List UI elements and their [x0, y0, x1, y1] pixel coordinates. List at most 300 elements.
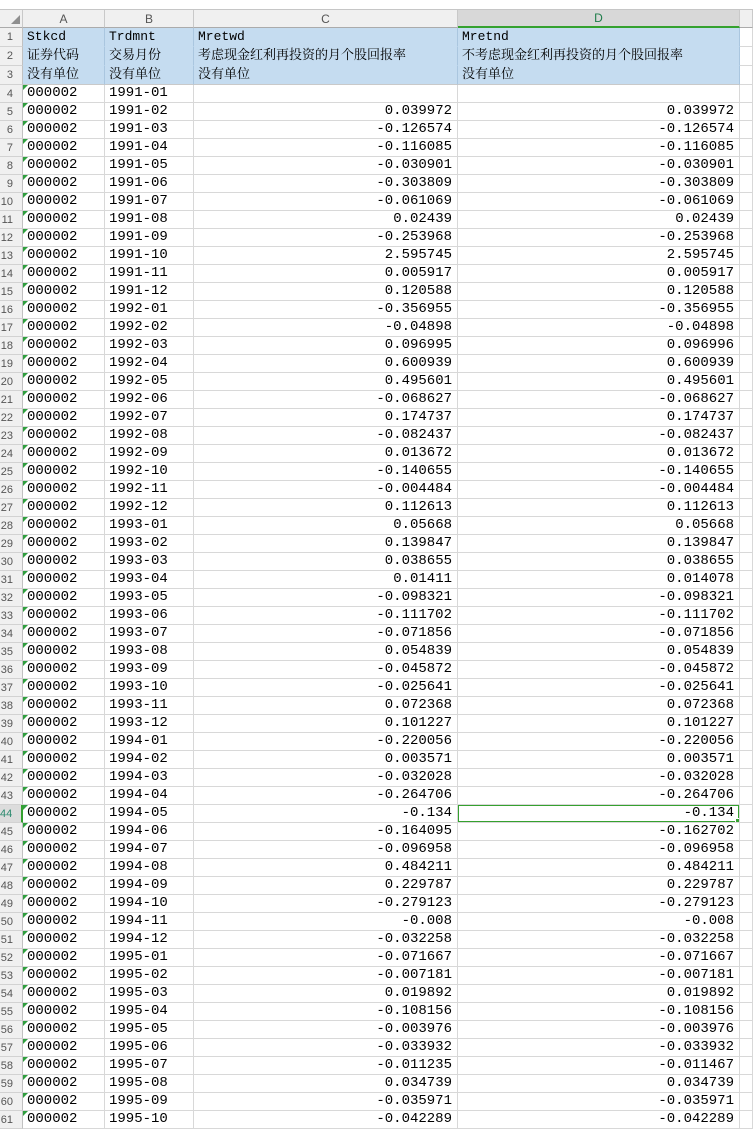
cell-B39[interactable]: 1993-12 — [105, 715, 194, 733]
row-header-14[interactable]: 14 — [0, 265, 23, 283]
cell-D9[interactable]: -0.303809 — [458, 175, 740, 193]
cell-D19[interactable]: 0.600939 — [458, 355, 740, 373]
cell-C4[interactable] — [194, 85, 458, 103]
cell-A61[interactable]: 000002 — [23, 1111, 105, 1129]
cell-C43[interactable]: -0.264706 — [194, 787, 458, 805]
cell-partial[interactable] — [740, 715, 753, 733]
cell-C48[interactable]: 0.229787 — [194, 877, 458, 895]
cell-D7[interactable]: -0.116085 — [458, 139, 740, 157]
cell-partial[interactable] — [740, 355, 753, 373]
cell-B8[interactable]: 1991-05 — [105, 157, 194, 175]
cell-C11[interactable]: 0.02439 — [194, 211, 458, 229]
cell-C26[interactable]: -0.004484 — [194, 481, 458, 499]
cell-B34[interactable]: 1993-07 — [105, 625, 194, 643]
column-header-partial[interactable] — [740, 10, 753, 28]
cell-D37[interactable]: -0.025641 — [458, 679, 740, 697]
cell-D56[interactable]: -0.003976 — [458, 1021, 740, 1039]
cell-C18[interactable]: 0.096995 — [194, 337, 458, 355]
cell-A14[interactable]: 000002 — [23, 265, 105, 283]
cell-B17[interactable]: 1992-02 — [105, 319, 194, 337]
cell-D58[interactable]: -0.011467 — [458, 1057, 740, 1075]
cell-B61[interactable]: 1995-10 — [105, 1111, 194, 1129]
cell-A39[interactable]: 000002 — [23, 715, 105, 733]
header-cell-D2[interactable]: 不考虑现金红利再投资的月个股回报率 — [458, 47, 740, 66]
cell-A52[interactable]: 000002 — [23, 949, 105, 967]
cell-C35[interactable]: 0.054839 — [194, 643, 458, 661]
cell-A25[interactable]: 000002 — [23, 463, 105, 481]
cell-C31[interactable]: 0.01411 — [194, 571, 458, 589]
cell-partial[interactable] — [740, 319, 753, 337]
cell-C61[interactable]: -0.042289 — [194, 1111, 458, 1129]
cell-C25[interactable]: -0.140655 — [194, 463, 458, 481]
cell-D49[interactable]: -0.279123 — [458, 895, 740, 913]
cell-partial[interactable] — [740, 607, 753, 625]
cell-partial[interactable] — [740, 643, 753, 661]
row-header-11[interactable]: 11 — [0, 211, 23, 229]
cell-A46[interactable]: 000002 — [23, 841, 105, 859]
cell-D18[interactable]: 0.096996 — [458, 337, 740, 355]
cell-A48[interactable]: 000002 — [23, 877, 105, 895]
row-header-48[interactable]: 48 — [0, 877, 23, 895]
cell-B56[interactable]: 1995-05 — [105, 1021, 194, 1039]
cell-C44[interactable]: -0.134 — [194, 805, 458, 823]
row-header-10[interactable]: 10 — [0, 193, 23, 211]
cell-B22[interactable]: 1992-07 — [105, 409, 194, 427]
cell-D41[interactable]: 0.003571 — [458, 751, 740, 769]
cell-A51[interactable]: 000002 — [23, 931, 105, 949]
cell-A55[interactable]: 000002 — [23, 1003, 105, 1021]
cell-C6[interactable]: -0.126574 — [194, 121, 458, 139]
cell-partial[interactable] — [740, 1057, 753, 1075]
cell-partial[interactable] — [740, 121, 753, 139]
row-header-25[interactable]: 25 — [0, 463, 23, 481]
cell-partial[interactable] — [740, 769, 753, 787]
cell-B27[interactable]: 1992-12 — [105, 499, 194, 517]
cell-B38[interactable]: 1993-11 — [105, 697, 194, 715]
cell-C58[interactable]: -0.011235 — [194, 1057, 458, 1075]
row-header-2[interactable]: 2 — [0, 47, 23, 66]
cell-D53[interactable]: -0.007181 — [458, 967, 740, 985]
cell-D51[interactable]: -0.032258 — [458, 931, 740, 949]
cell-A10[interactable]: 000002 — [23, 193, 105, 211]
cell-B57[interactable]: 1995-06 — [105, 1039, 194, 1057]
cell-B23[interactable]: 1992-08 — [105, 427, 194, 445]
cell-D33[interactable]: -0.111702 — [458, 607, 740, 625]
cell-D55[interactable]: -0.108156 — [458, 1003, 740, 1021]
cell-A7[interactable]: 000002 — [23, 139, 105, 157]
cell-C15[interactable]: 0.120588 — [194, 283, 458, 301]
row-header-16[interactable]: 16 — [0, 301, 23, 319]
cell-C50[interactable]: -0.008 — [194, 913, 458, 931]
cell-C14[interactable]: 0.005917 — [194, 265, 458, 283]
cell-A5[interactable]: 000002 — [23, 103, 105, 121]
cell-D57[interactable]: -0.033932 — [458, 1039, 740, 1057]
row-header-9[interactable]: 9 — [0, 175, 23, 193]
cell-D12[interactable]: -0.253968 — [458, 229, 740, 247]
cell-D13[interactable]: 2.595745 — [458, 247, 740, 265]
cell-C34[interactable]: -0.071856 — [194, 625, 458, 643]
cell-A35[interactable]: 000002 — [23, 643, 105, 661]
row-header-19[interactable]: 19 — [0, 355, 23, 373]
cell-C7[interactable]: -0.116085 — [194, 139, 458, 157]
cell-B20[interactable]: 1992-05 — [105, 373, 194, 391]
cell-C33[interactable]: -0.111702 — [194, 607, 458, 625]
cell-A29[interactable]: 000002 — [23, 535, 105, 553]
cell-B49[interactable]: 1994-10 — [105, 895, 194, 913]
cell-partial[interactable] — [740, 301, 753, 319]
cell-D4[interactable] — [458, 85, 740, 103]
cell-B50[interactable]: 1994-11 — [105, 913, 194, 931]
header-cell-B1[interactable]: Trdmnt — [105, 28, 194, 47]
cell-A11[interactable]: 000002 — [23, 211, 105, 229]
cell-A12[interactable]: 000002 — [23, 229, 105, 247]
header-cell-B3[interactable]: 没有单位 — [105, 66, 194, 85]
cell-C54[interactable]: 0.019892 — [194, 985, 458, 1003]
cell-partial[interactable] — [740, 85, 753, 103]
header-cell-A1[interactable]: Stkcd — [23, 28, 105, 47]
row-header-26[interactable]: 26 — [0, 481, 23, 499]
cell-C51[interactable]: -0.032258 — [194, 931, 458, 949]
cell-D59[interactable]: 0.034739 — [458, 1075, 740, 1093]
cell-A50[interactable]: 000002 — [23, 913, 105, 931]
cell-partial[interactable] — [740, 1039, 753, 1057]
cell-C42[interactable]: -0.032028 — [194, 769, 458, 787]
row-header-22[interactable]: 22 — [0, 409, 23, 427]
cell-C5[interactable]: 0.039972 — [194, 103, 458, 121]
row-header-61[interactable]: 61 — [0, 1111, 23, 1129]
cell-B35[interactable]: 1993-08 — [105, 643, 194, 661]
cell-partial[interactable] — [740, 877, 753, 895]
cell-B31[interactable]: 1993-04 — [105, 571, 194, 589]
cell-B4[interactable]: 1991-01 — [105, 85, 194, 103]
cell-B41[interactable]: 1994-02 — [105, 751, 194, 769]
row-header-36[interactable]: 36 — [0, 661, 23, 679]
cell-partial[interactable] — [740, 625, 753, 643]
cell-D26[interactable]: -0.004484 — [458, 481, 740, 499]
header-cell-D1[interactable]: Mretnd — [458, 28, 740, 47]
cell-B9[interactable]: 1991-06 — [105, 175, 194, 193]
row-header-55[interactable]: 55 — [0, 1003, 23, 1021]
cell-A18[interactable]: 000002 — [23, 337, 105, 355]
cell-C10[interactable]: -0.061069 — [194, 193, 458, 211]
cell-partial[interactable] — [740, 895, 753, 913]
cell-D52[interactable]: -0.071667 — [458, 949, 740, 967]
cell-C41[interactable]: 0.003571 — [194, 751, 458, 769]
cell-C40[interactable]: -0.220056 — [194, 733, 458, 751]
cell-B13[interactable]: 1991-10 — [105, 247, 194, 265]
cell-A23[interactable]: 000002 — [23, 427, 105, 445]
row-header-34[interactable]: 34 — [0, 625, 23, 643]
cell-D29[interactable]: 0.139847 — [458, 535, 740, 553]
cell-D31[interactable]: 0.014078 — [458, 571, 740, 589]
cell-D21[interactable]: -0.068627 — [458, 391, 740, 409]
cell-C13[interactable]: 2.595745 — [194, 247, 458, 265]
row-header-42[interactable]: 42 — [0, 769, 23, 787]
cell-B33[interactable]: 1993-06 — [105, 607, 194, 625]
row-header-1[interactable]: 1 — [0, 28, 23, 47]
cell-partial[interactable] — [740, 949, 753, 967]
cell-A57[interactable]: 000002 — [23, 1039, 105, 1057]
cell-A40[interactable]: 000002 — [23, 733, 105, 751]
row-header-21[interactable]: 21 — [0, 391, 23, 409]
cell-D6[interactable]: -0.126574 — [458, 121, 740, 139]
cell-C45[interactable]: -0.164095 — [194, 823, 458, 841]
cell-A28[interactable]: 000002 — [23, 517, 105, 535]
cell-B7[interactable]: 1991-04 — [105, 139, 194, 157]
cell-B37[interactable]: 1993-10 — [105, 679, 194, 697]
cell-D23[interactable]: -0.082437 — [458, 427, 740, 445]
cell-C29[interactable]: 0.139847 — [194, 535, 458, 553]
cell-partial[interactable] — [740, 463, 753, 481]
row-header-15[interactable]: 15 — [0, 283, 23, 301]
cell-partial[interactable] — [740, 751, 753, 769]
cell-B14[interactable]: 1991-11 — [105, 265, 194, 283]
cell-D5[interactable]: 0.039972 — [458, 103, 740, 121]
cell-partial[interactable] — [740, 1003, 753, 1021]
column-header-A[interactable]: A — [23, 10, 105, 28]
cell-B58[interactable]: 1995-07 — [105, 1057, 194, 1075]
cell-A34[interactable]: 000002 — [23, 625, 105, 643]
cell-C46[interactable]: -0.096958 — [194, 841, 458, 859]
row-header-23[interactable]: 23 — [0, 427, 23, 445]
cell-partial[interactable] — [740, 931, 753, 949]
cell-A9[interactable]: 000002 — [23, 175, 105, 193]
cell-A19[interactable]: 000002 — [23, 355, 105, 373]
cell-C59[interactable]: 0.034739 — [194, 1075, 458, 1093]
cell-C8[interactable]: -0.030901 — [194, 157, 458, 175]
cell-C27[interactable]: 0.112613 — [194, 499, 458, 517]
cell-B43[interactable]: 1994-04 — [105, 787, 194, 805]
row-header-6[interactable]: 6 — [0, 121, 23, 139]
cell-partial[interactable] — [740, 211, 753, 229]
row-header-50[interactable]: 50 — [0, 913, 23, 931]
cell-C53[interactable]: -0.007181 — [194, 967, 458, 985]
cell-partial[interactable] — [740, 1093, 753, 1111]
cell-A22[interactable]: 000002 — [23, 409, 105, 427]
cell-D32[interactable]: -0.098321 — [458, 589, 740, 607]
cell-partial[interactable] — [740, 391, 753, 409]
cell-partial[interactable] — [740, 499, 753, 517]
cell-A38[interactable]: 000002 — [23, 697, 105, 715]
cell-C12[interactable]: -0.253968 — [194, 229, 458, 247]
cell-C56[interactable]: -0.003976 — [194, 1021, 458, 1039]
row-header-35[interactable]: 35 — [0, 643, 23, 661]
cell-A24[interactable]: 000002 — [23, 445, 105, 463]
header-cell-C3[interactable]: 没有单位 — [194, 66, 458, 85]
cell-A4[interactable]: 000002 — [23, 85, 105, 103]
cell-partial[interactable] — [740, 247, 753, 265]
cell-B51[interactable]: 1994-12 — [105, 931, 194, 949]
cell-B47[interactable]: 1994-08 — [105, 859, 194, 877]
cell-D50[interactable]: -0.008 — [458, 913, 740, 931]
cell-C24[interactable]: 0.013672 — [194, 445, 458, 463]
cell-B55[interactable]: 1995-04 — [105, 1003, 194, 1021]
column-header-B[interactable]: B — [105, 10, 194, 28]
cell-C49[interactable]: -0.279123 — [194, 895, 458, 913]
cell-A6[interactable]: 000002 — [23, 121, 105, 139]
cell-B60[interactable]: 1995-09 — [105, 1093, 194, 1111]
row-header-7[interactable]: 7 — [0, 139, 23, 157]
cell-D16[interactable]: -0.356955 — [458, 301, 740, 319]
cell-partial[interactable] — [740, 28, 753, 47]
cell-D20[interactable]: 0.495601 — [458, 373, 740, 391]
cell-C38[interactable]: 0.072368 — [194, 697, 458, 715]
row-header-54[interactable]: 54 — [0, 985, 23, 1003]
cell-B18[interactable]: 1992-03 — [105, 337, 194, 355]
cell-C28[interactable]: 0.05668 — [194, 517, 458, 535]
select-all-corner[interactable] — [0, 10, 23, 28]
cell-D22[interactable]: 0.174737 — [458, 409, 740, 427]
cell-partial[interactable] — [740, 985, 753, 1003]
row-header-28[interactable]: 28 — [0, 517, 23, 535]
cell-D36[interactable]: -0.045872 — [458, 661, 740, 679]
row-header-58[interactable]: 58 — [0, 1057, 23, 1075]
cell-D38[interactable]: 0.072368 — [458, 697, 740, 715]
cell-D30[interactable]: 0.038655 — [458, 553, 740, 571]
cell-D28[interactable]: 0.05668 — [458, 517, 740, 535]
cell-D54[interactable]: 0.019892 — [458, 985, 740, 1003]
cell-partial[interactable] — [740, 823, 753, 841]
cell-partial[interactable] — [740, 409, 753, 427]
cell-D17[interactable]: -0.04898 — [458, 319, 740, 337]
cell-D15[interactable]: 0.120588 — [458, 283, 740, 301]
cell-partial[interactable] — [740, 517, 753, 535]
row-header-31[interactable]: 31 — [0, 571, 23, 589]
row-header-20[interactable]: 20 — [0, 373, 23, 391]
row-header-52[interactable]: 52 — [0, 949, 23, 967]
cell-A13[interactable]: 000002 — [23, 247, 105, 265]
row-header-45[interactable]: 45 — [0, 823, 23, 841]
cell-C39[interactable]: 0.101227 — [194, 715, 458, 733]
row-header-41[interactable]: 41 — [0, 751, 23, 769]
row-header-49[interactable]: 49 — [0, 895, 23, 913]
cell-A15[interactable]: 000002 — [23, 283, 105, 301]
row-header-60[interactable]: 60 — [0, 1093, 23, 1111]
cell-C22[interactable]: 0.174737 — [194, 409, 458, 427]
cell-B12[interactable]: 1991-09 — [105, 229, 194, 247]
cell-partial[interactable] — [740, 66, 753, 85]
cell-C17[interactable]: -0.04898 — [194, 319, 458, 337]
cell-B11[interactable]: 1991-08 — [105, 211, 194, 229]
cell-C23[interactable]: -0.082437 — [194, 427, 458, 445]
cell-A16[interactable]: 000002 — [23, 301, 105, 319]
cell-B5[interactable]: 1991-02 — [105, 103, 194, 121]
cell-partial[interactable] — [740, 139, 753, 157]
cell-D11[interactable]: 0.02439 — [458, 211, 740, 229]
cell-B30[interactable]: 1993-03 — [105, 553, 194, 571]
row-header-44[interactable]: 44 — [0, 805, 23, 823]
cell-partial[interactable] — [740, 913, 753, 931]
cell-partial[interactable] — [740, 229, 753, 247]
row-header-37[interactable]: 37 — [0, 679, 23, 697]
cell-A47[interactable]: 000002 — [23, 859, 105, 877]
cell-partial[interactable] — [740, 805, 753, 823]
cell-C30[interactable]: 0.038655 — [194, 553, 458, 571]
cell-partial[interactable] — [740, 535, 753, 553]
cell-partial[interactable] — [740, 733, 753, 751]
cell-B29[interactable]: 1993-02 — [105, 535, 194, 553]
cell-A20[interactable]: 000002 — [23, 373, 105, 391]
cell-B53[interactable]: 1995-02 — [105, 967, 194, 985]
cell-A41[interactable]: 000002 — [23, 751, 105, 769]
cell-C9[interactable]: -0.303809 — [194, 175, 458, 193]
cell-D60[interactable]: -0.035971 — [458, 1093, 740, 1111]
cell-B10[interactable]: 1991-07 — [105, 193, 194, 211]
cell-D25[interactable]: -0.140655 — [458, 463, 740, 481]
cell-D44[interactable]: -0.134 — [458, 805, 740, 823]
header-cell-B2[interactable]: 交易月份 — [105, 47, 194, 66]
cell-A60[interactable]: 000002 — [23, 1093, 105, 1111]
row-header-59[interactable]: 59 — [0, 1075, 23, 1093]
cell-partial[interactable] — [740, 47, 753, 66]
cell-A27[interactable]: 000002 — [23, 499, 105, 517]
cell-A58[interactable]: 000002 — [23, 1057, 105, 1075]
cell-partial[interactable] — [740, 373, 753, 391]
cell-partial[interactable] — [740, 697, 753, 715]
cell-D27[interactable]: 0.112613 — [458, 499, 740, 517]
cell-D43[interactable]: -0.264706 — [458, 787, 740, 805]
row-header-43[interactable]: 43 — [0, 787, 23, 805]
cell-B25[interactable]: 1992-10 — [105, 463, 194, 481]
cell-B40[interactable]: 1994-01 — [105, 733, 194, 751]
cell-A37[interactable]: 000002 — [23, 679, 105, 697]
cell-D48[interactable]: 0.229787 — [458, 877, 740, 895]
cell-C57[interactable]: -0.033932 — [194, 1039, 458, 1057]
cell-B59[interactable]: 1995-08 — [105, 1075, 194, 1093]
cell-B45[interactable]: 1994-06 — [105, 823, 194, 841]
header-cell-A3[interactable]: 没有单位 — [23, 66, 105, 85]
cell-partial[interactable] — [740, 193, 753, 211]
cell-partial[interactable] — [740, 859, 753, 877]
cell-B36[interactable]: 1993-09 — [105, 661, 194, 679]
cell-B54[interactable]: 1995-03 — [105, 985, 194, 1003]
row-header-39[interactable]: 39 — [0, 715, 23, 733]
cell-B46[interactable]: 1994-07 — [105, 841, 194, 859]
cell-B16[interactable]: 1992-01 — [105, 301, 194, 319]
cell-A36[interactable]: 000002 — [23, 661, 105, 679]
row-header-3[interactable]: 3 — [0, 66, 23, 85]
cell-partial[interactable] — [740, 1021, 753, 1039]
row-header-29[interactable]: 29 — [0, 535, 23, 553]
cell-D8[interactable]: -0.030901 — [458, 157, 740, 175]
row-header-33[interactable]: 33 — [0, 607, 23, 625]
row-header-47[interactable]: 47 — [0, 859, 23, 877]
column-header-D[interactable]: D — [458, 10, 740, 28]
cell-partial[interactable] — [740, 337, 753, 355]
cell-A32[interactable]: 000002 — [23, 589, 105, 607]
cell-partial[interactable] — [740, 157, 753, 175]
cell-C47[interactable]: 0.484211 — [194, 859, 458, 877]
cell-C32[interactable]: -0.098321 — [194, 589, 458, 607]
cell-C55[interactable]: -0.108156 — [194, 1003, 458, 1021]
cell-D14[interactable]: 0.005917 — [458, 265, 740, 283]
cell-B15[interactable]: 1991-12 — [105, 283, 194, 301]
row-header-12[interactable]: 12 — [0, 229, 23, 247]
row-header-38[interactable]: 38 — [0, 697, 23, 715]
cell-partial[interactable] — [740, 481, 753, 499]
cell-D46[interactable]: -0.096958 — [458, 841, 740, 859]
cell-partial[interactable] — [740, 265, 753, 283]
cell-D34[interactable]: -0.071856 — [458, 625, 740, 643]
row-header-4[interactable]: 4 — [0, 85, 23, 103]
cell-A17[interactable]: 000002 — [23, 319, 105, 337]
cell-B6[interactable]: 1991-03 — [105, 121, 194, 139]
row-header-32[interactable]: 32 — [0, 589, 23, 607]
row-header-5[interactable]: 5 — [0, 103, 23, 121]
cell-D40[interactable]: -0.220056 — [458, 733, 740, 751]
cell-A21[interactable]: 000002 — [23, 391, 105, 409]
cell-C36[interactable]: -0.045872 — [194, 661, 458, 679]
